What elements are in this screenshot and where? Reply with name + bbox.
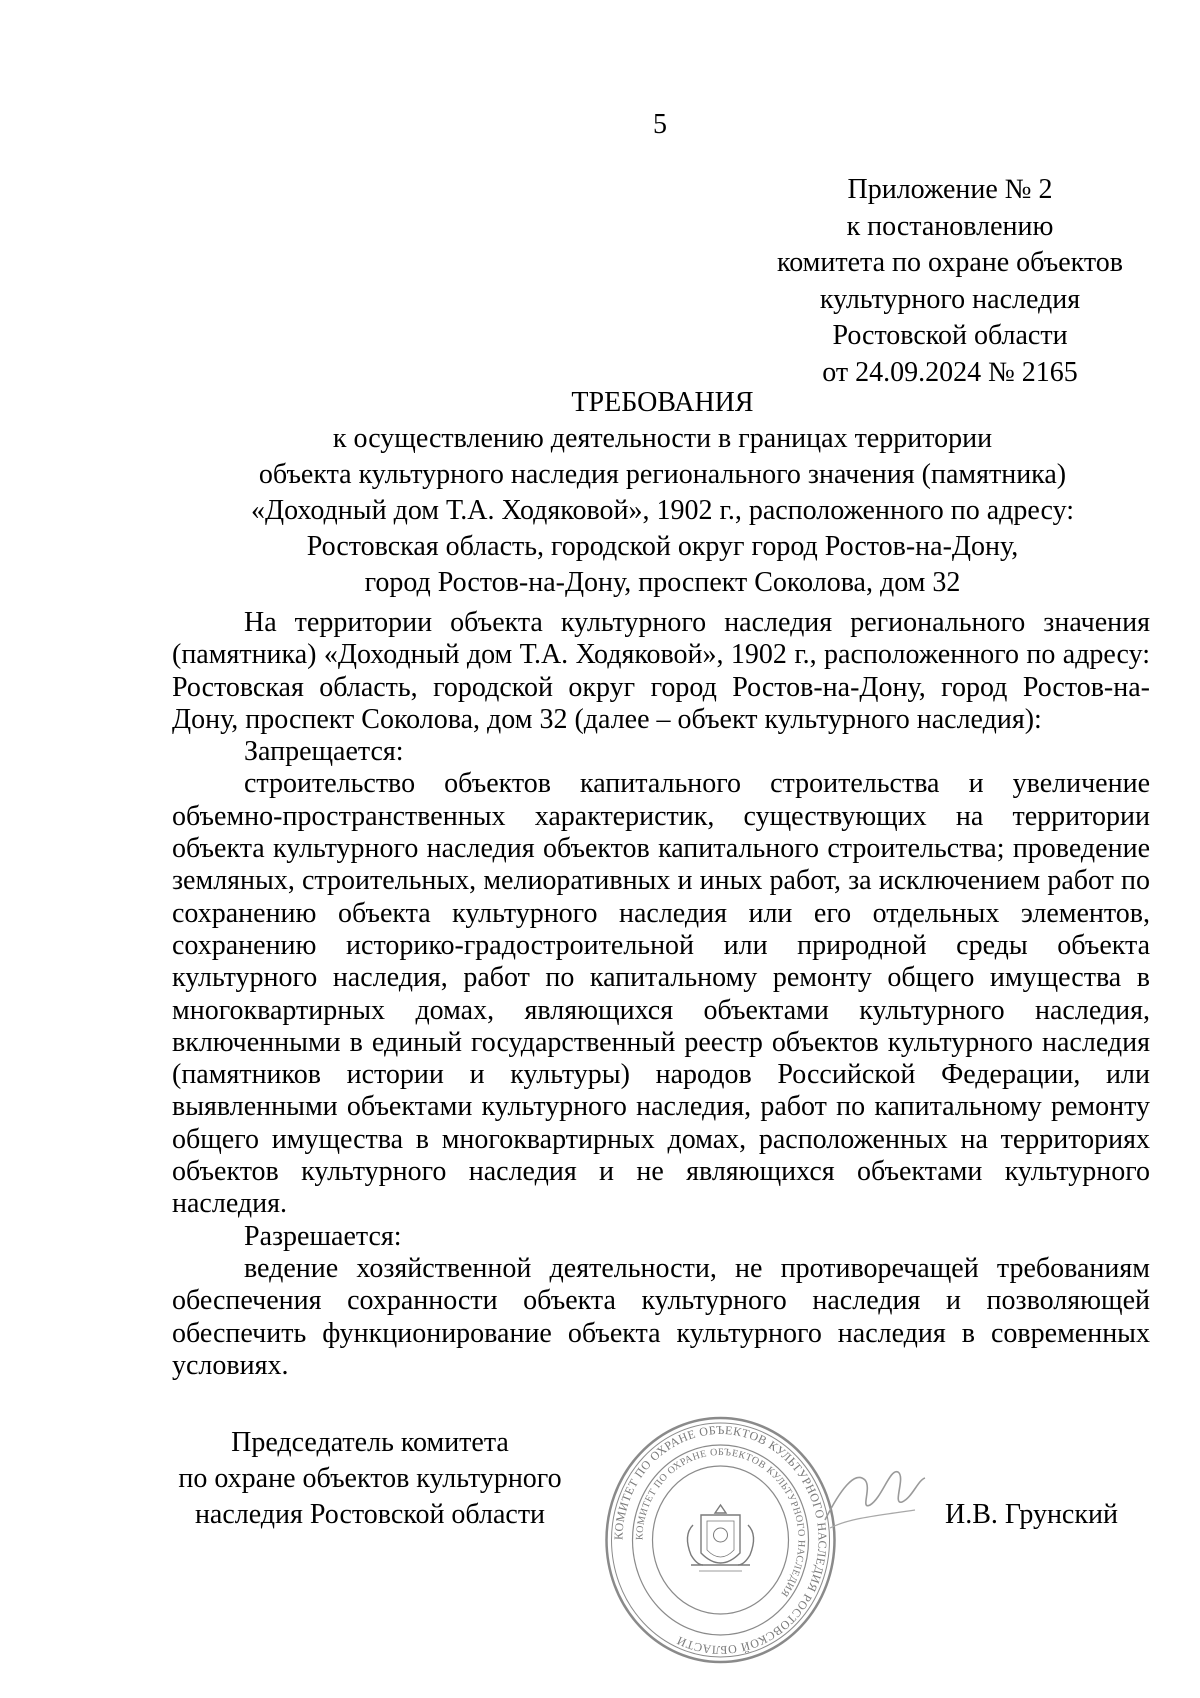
seal-outer-text: КОМИТЕТ ПО ОХРАНЕ ОБЪЕКТОВ КУЛЬТУРНОГО НАСЛЕДИЯ РОСТОВСКОЙ ОБЛАСТИ	[611, 1422, 830, 1658]
appendix-block	[730, 172, 1170, 391]
title-line: к осуществлению деятельности в границах территории	[332, 423, 993, 454]
appendix-line: к постановлению	[846, 210, 1054, 242]
signatory-position	[165, 1425, 575, 1533]
intro-paragraph: На территории объекта культурного наследия регионального значения (памятника) «Доходный дом Т.А. Ходяковой», 1902 г., расположенного по адресу: Ростовская область, городской округ город Ростов-на-Дону, город Ростов-на-Дону, проспект Соколова, дом 32 (далее – объект культурного наследия):	[172, 607, 1150, 735]
title-line: объекта культурного наследия регионального значения (памятника)	[258, 459, 1067, 490]
document-title	[170, 385, 1155, 601]
allowed-paragraph: ведение хозяйственной деятельности, не противоречащей требованиям обеспечения сохранности объекта культурного наследия и позволяющей обеспечить функционирование объекта культурного наследия в современных условиях.	[172, 1252, 1150, 1381]
page-number: 5	[653, 109, 667, 140]
title-line: «Доходный дом Т.А. Ходяковой», 1902 г., расположенного по адресу:	[251, 495, 1074, 526]
prohibited-heading: Запрещается:	[244, 736, 404, 768]
prohibited-paragraph: строительство объектов капитального строительства и увеличение объемно-пространственных характеристик, существующих на территории объекта культурного наследия объектов капитального строительства; проведение земляных, строительных, мелиоративных и иных работ, за исключением работ по сохранению объекта культурного наследия или его отдельных элементов, сохранению историко-градостроительной или природной среды объекта культурного наследия, работ по капитальному ремонту общего имущества в многоквартирных домах, являющихся объектами культурного наследия, включенными в единый государственный реестр объектов культурного наследия (памятников истории и культуры) народов Российской Федерации, или выявленными объектами культурного наследия, работ по капитальному ремонту общего имущества в многоквартирных домах, расположенных на территориях объектов культурного наследия и не являющихся объектами культурного наследия.	[172, 768, 1150, 1220]
position-line: Председатель комитета	[231, 1427, 509, 1458]
appendix-line: Приложение № 2	[847, 174, 1053, 205]
seal-inner-text: КОМИТЕТ ПО ОХРАНЕ ОБЪЕКТОВ КУЛЬТУРНОГО НАСЛЕДИЯ	[634, 1446, 807, 1599]
appendix-line: комитета по охране объектов	[777, 247, 1123, 278]
appendix-line: Ростовской области	[832, 320, 1068, 351]
allowed-heading: Разрешается:	[244, 1220, 402, 1252]
position-line: по охране объектов культурного	[178, 1463, 562, 1494]
official-seal-icon	[603, 1415, 838, 1665]
position-line: наследия Ростовской области	[194, 1499, 546, 1530]
title-line: город Ростов-на-Дону, проспект Соколова, дом 32	[364, 567, 961, 598]
title-line: Ростовская область, городской округ город Ростов-на-Дону,	[306, 531, 1019, 562]
document-body	[172, 607, 1150, 1382]
appendix-line: от 24.09.2024 № 2165	[822, 356, 1078, 388]
handwritten-signature-icon	[820, 1450, 930, 1540]
title-heading: ТРЕБОВАНИЯ	[571, 387, 754, 418]
coat-of-arms-icon	[687, 1505, 753, 1571]
appendix-line: культурного наследия	[819, 283, 1081, 315]
signatory-name: И.В. Грунский	[945, 1499, 1118, 1530]
